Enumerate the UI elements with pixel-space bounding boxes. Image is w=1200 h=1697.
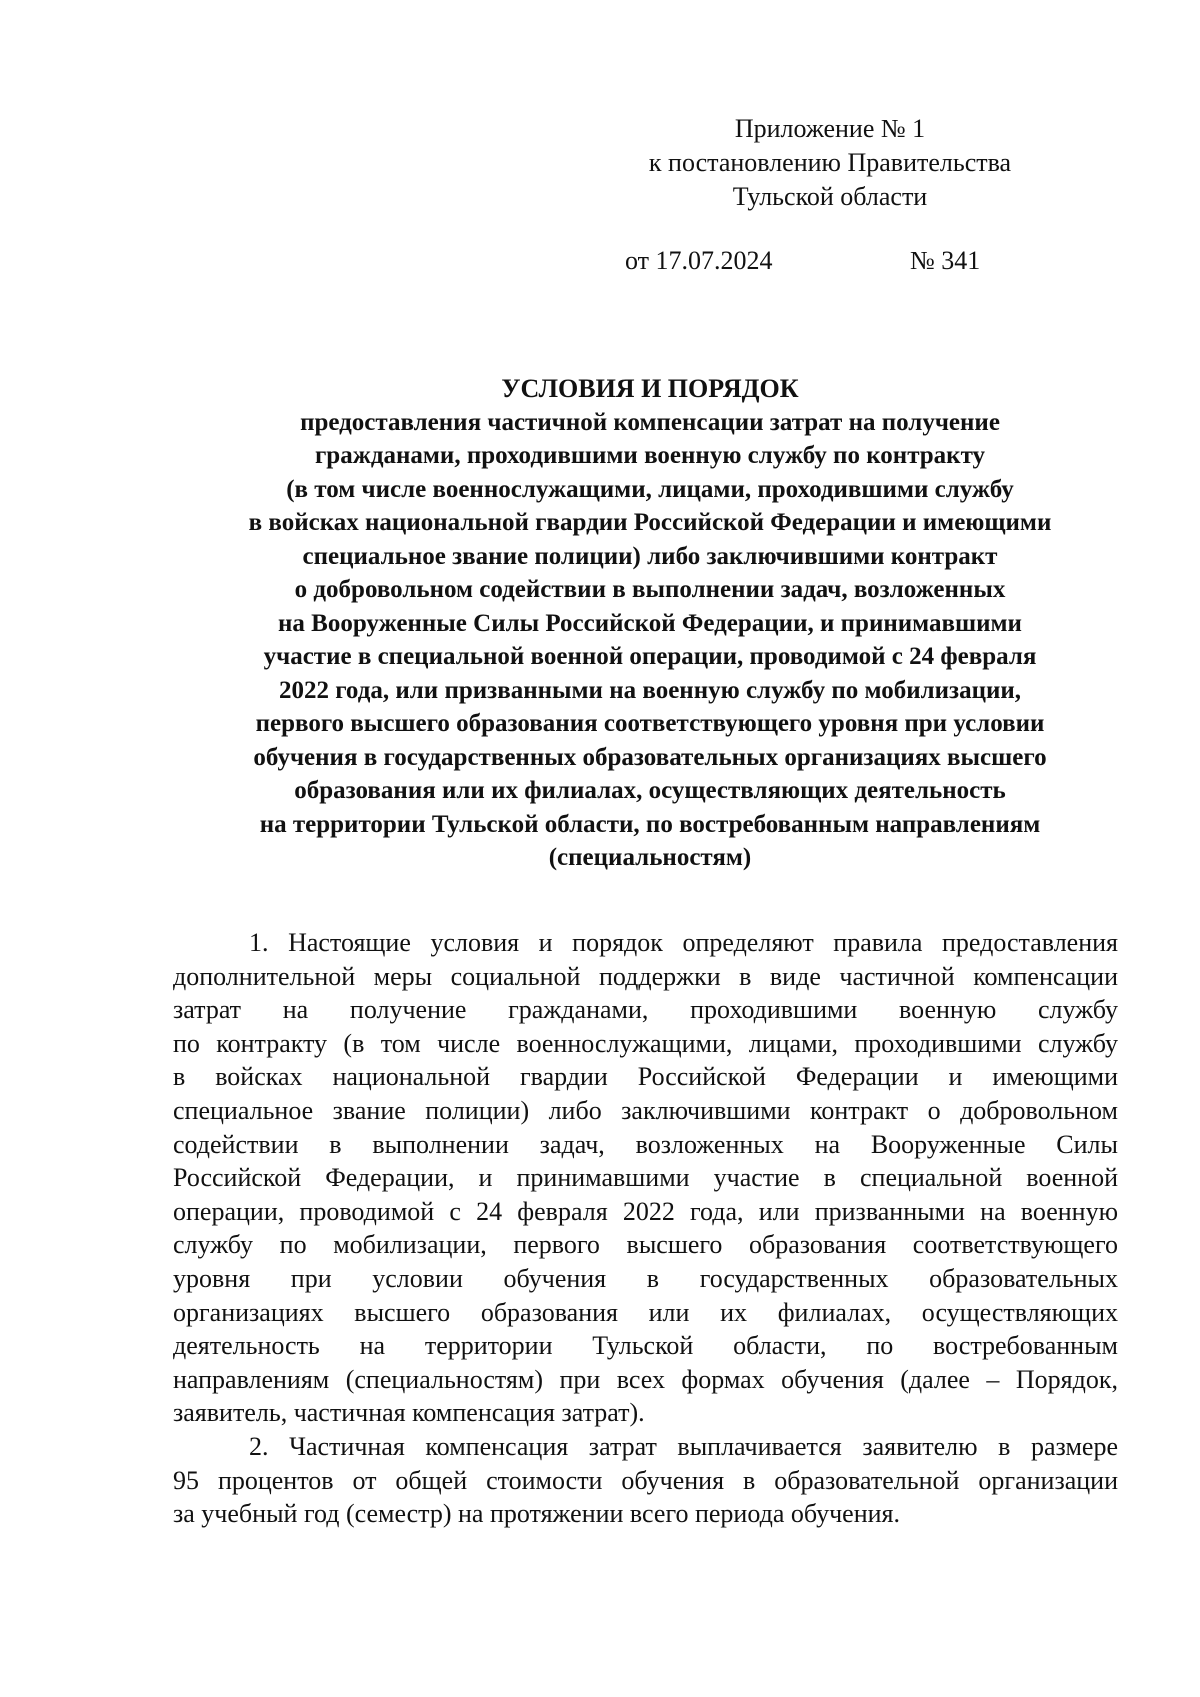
- document-body: [173, 926, 1118, 1531]
- title-line: (в том числе военнослужащими, лицами, проходившими службу: [286, 475, 1014, 503]
- title-line: специальное звание полиции) либо заключившими контракт: [302, 542, 998, 570]
- appendix-label: Приложение № 1: [734, 114, 926, 143]
- appendix-region: Тульской области: [732, 182, 928, 211]
- title-line: предоставления частичной компенсации затрат на получение: [300, 408, 1000, 436]
- paragraph-line: службу по мобилизации, первого высшего образования соответствующего: [173, 1230, 1118, 1260]
- document-title: [120, 372, 1180, 875]
- paragraph-line: по контракту (в том числе военнослужащими, лицами, проходившими службу: [173, 1028, 1118, 1058]
- paragraph-line: направлениям (специальностям) при всех формах обучения (далее – Порядок,: [173, 1364, 1118, 1394]
- title-line: на территории Тульской области, по востребованным направлениям: [259, 810, 1041, 838]
- paragraph-2: [173, 1430, 1118, 1531]
- paragraph-line: заявитель, частичная компенсация затрат).: [173, 1398, 645, 1428]
- paragraph-line: уровня при условии обучения в государственных образовательных: [173, 1263, 1118, 1293]
- paragraph-1: [173, 926, 1118, 1430]
- paragraph-line: специальное звание полиции) либо заключившими контракт о добровольном: [173, 1095, 1118, 1125]
- title-line: о добровольном содействии в выполнении задач, возложенных: [294, 576, 1006, 603]
- title-line: образования или их филиалах, осуществляющих деятельность: [294, 777, 1006, 804]
- title-line: 2022 года, или призванными на военную службу по мобилизации,: [278, 676, 1022, 704]
- title-line: (специальностям): [548, 844, 752, 871]
- paragraph-line: организациях высшего образования или их филиалах, осуществляющих: [173, 1297, 1118, 1327]
- appendix-header: [615, 112, 1045, 214]
- paragraph-line: операции, проводимой с 24 февраля 2022 года, или призванными на военную: [173, 1196, 1118, 1226]
- paragraph-line: за учебный год (семестр) на протяжении всего периода обучения.: [173, 1499, 900, 1529]
- decree-date: от 17.07.2024: [625, 246, 773, 275]
- paragraph-line: 95 процентов от общей стоимости обучения в образовательной организации: [173, 1465, 1118, 1495]
- paragraph-line: Российской Федерации, и принимавшими участие в специальной военной: [173, 1163, 1118, 1193]
- title-line: обучения в государственных образовательных организациях высшего: [253, 743, 1047, 771]
- paragraph-line: затрат на получение гражданами, проходившими военную службу: [173, 995, 1118, 1025]
- title-line: участие в специальной военной операции, проводимой с 24 февраля: [263, 643, 1037, 670]
- title-heading: УСЛОВИЯ И ПОРЯДОК: [501, 374, 799, 403]
- title-line: в войсках национальной гвардии Российской Федерации и имеющими: [248, 509, 1052, 536]
- title-line: на Вооруженные Силы Российской Федерации, и принимавшими: [278, 609, 1022, 637]
- paragraph-line: 2. Частичная компенсация затрат выплачивается заявителю в размере: [249, 1431, 1118, 1461]
- paragraph-line: дополнительной меры социальной поддержки в виде частичной компенсации: [173, 961, 1118, 991]
- decree-number: № 341: [910, 246, 981, 275]
- appendix-reference: к постановлению Правительства: [648, 148, 1012, 177]
- paragraph-line: деятельность на территории Тульской области, по востребованным: [173, 1331, 1118, 1361]
- paragraph-line: содействии в выполнении задач, возложенных на Вооруженные Силы: [173, 1129, 1118, 1159]
- paragraph-line: в войсках национальной гвардии Российской Федерации и имеющими: [173, 1062, 1118, 1092]
- paragraph-line: 1. Настоящие условия и порядок определяют правила предоставления: [249, 928, 1118, 957]
- title-line: гражданами, проходившими военную службу по контракту: [314, 442, 986, 469]
- title-line: первого высшего образования соответствующего уровня при условии: [255, 710, 1045, 737]
